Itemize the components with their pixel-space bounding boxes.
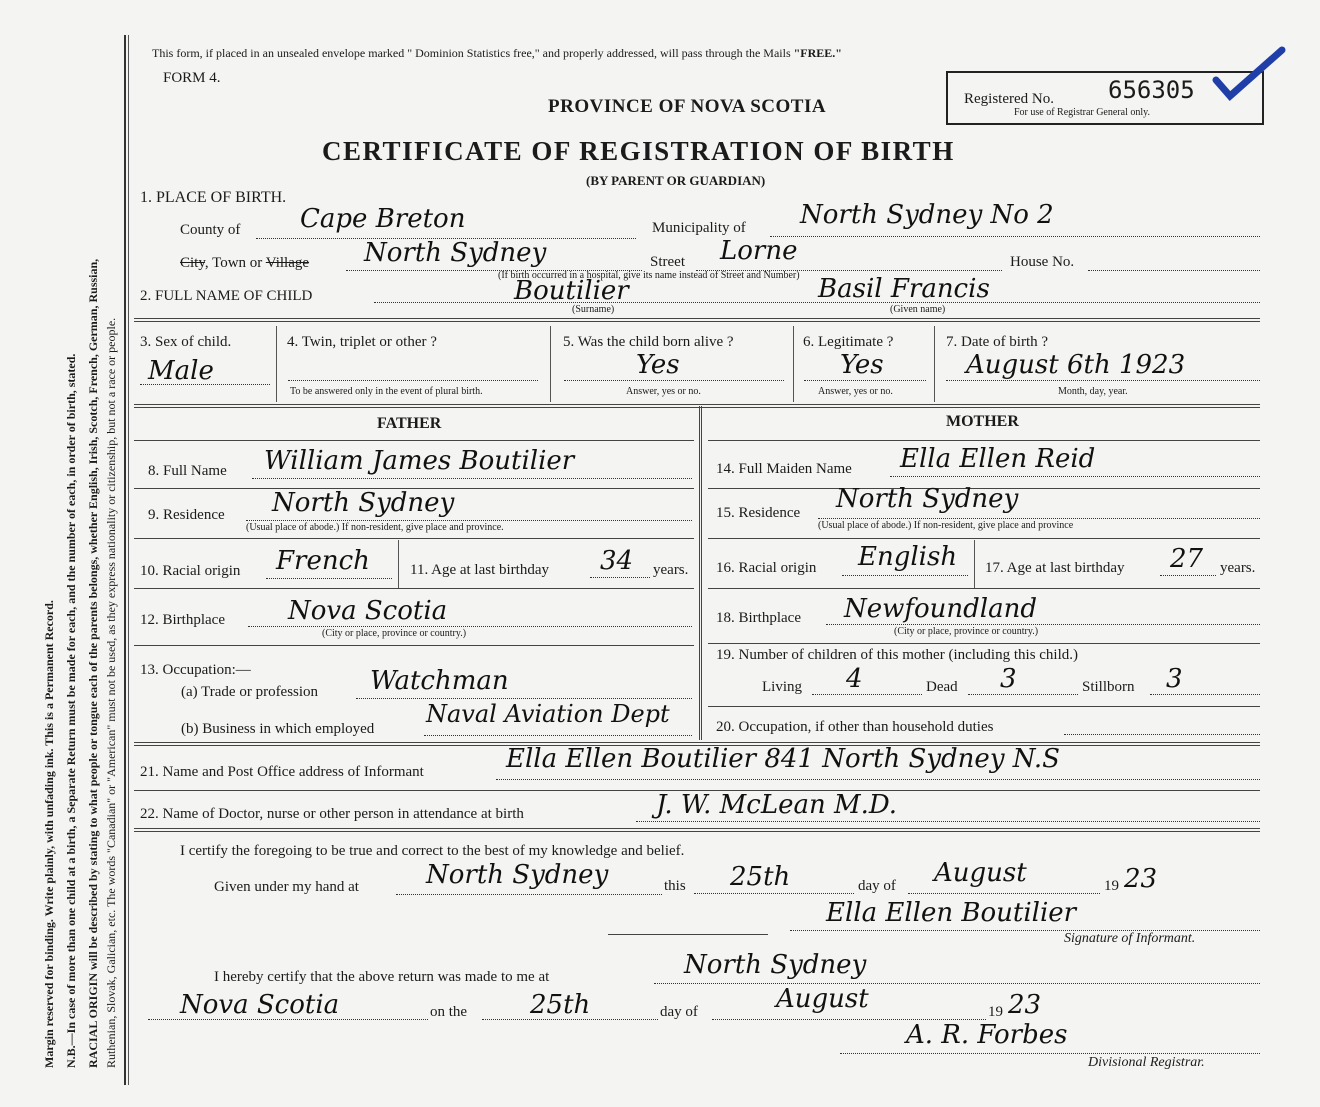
margin-note-racial-origin: RACIAL ORIGIN will be described by stating to what people or tongue each of the parents belongs, whether English, Irish, Scotch, French, German, Russian, (86, 258, 100, 1068)
informant-signature: Ella Ellen Boutilier (826, 898, 1077, 928)
registered-label: Registered No. (964, 91, 1054, 107)
father-residence-label: 9. Residence (148, 507, 225, 523)
mother-race-value: English (858, 542, 958, 572)
father-trade-value: Watchman (370, 666, 509, 696)
father-race-value: French (276, 546, 370, 576)
house-label: House No. (1010, 254, 1075, 270)
margin-note-binding: Margin reserved for binding. Write plainly, with unfading ink. This is a Permanent Record. (42, 600, 56, 1068)
mother-heading: MOTHER (946, 413, 1019, 430)
town-label: City, Town or Village (180, 255, 310, 271)
dob-value: August 6th 1923 (966, 350, 1186, 380)
given-place-value: North Sydney (426, 860, 609, 890)
mail-notice: This form, if placed in an unsealed envelope marked " Dominion Statistics free," and properly addressed, will pass through the Mails "FREE." (152, 46, 842, 60)
informant-value: Ella Ellen Boutilier 841 North Sydney N.S (506, 744, 1060, 774)
given-at-label: Given under my hand at (214, 879, 359, 895)
father-age-unit: years. (653, 562, 689, 578)
twin-label: 4. Twin, triplet or other ? (287, 334, 437, 350)
doctor-value: J. W. McLean M.D. (656, 790, 898, 820)
mother-birthplace-note: (City or place, province or country.) (894, 626, 1039, 637)
mother-residence-note: (Usual place of abode.) If non-resident, give place and province (818, 520, 1074, 531)
mother-name-value: Ella Ellen Reid (900, 444, 1096, 474)
place-of-birth-heading: 1. PLACE OF BIRTH. (140, 189, 287, 206)
surname-caption: (Surname) (572, 304, 615, 315)
stillborn-value: 3 (1166, 664, 1183, 694)
given-year-value: 23 (1124, 864, 1158, 894)
father-residence-value: North Sydney (272, 488, 455, 518)
form-number: FORM 4. (163, 70, 221, 86)
alive-label: 5. Was the child born alive ? (563, 334, 734, 350)
mother-residence-label: 15. Residence (716, 505, 801, 521)
father-race-label: 10. Racial origin (140, 563, 241, 579)
registered-number: 656305 (1108, 76, 1195, 104)
street-label: Street (650, 254, 685, 270)
registrar-place-value: North Sydney (684, 950, 867, 980)
municipality-label: Municipality of (652, 220, 746, 236)
mother-race-label: 16. Racial origin (716, 560, 817, 576)
registrar-year-value: 23 (1008, 990, 1042, 1020)
street-value: Lorne (720, 236, 798, 266)
registrar-signature-caption: Divisional Registrar. (1088, 1055, 1205, 1070)
father-residence-note: (Usual place of abode.) If non-resident, give place and province. (246, 522, 504, 533)
father-age-value: 34 (600, 546, 634, 576)
mother-age-label: 17. Age at last birthday (985, 560, 1125, 576)
given-day-value: 25th (730, 862, 791, 892)
dead-label: Dead (926, 679, 958, 695)
legitimate-note: Answer, yes or no. (818, 386, 893, 397)
child-surname-value: Boutilier (514, 276, 629, 306)
year-prefix: 19 (1104, 878, 1119, 894)
hospital-note: (If birth occurred in a hospital, give its name instead of Street and Number) (498, 270, 800, 281)
given-caption: (Given name) (890, 304, 946, 315)
legitimate-value: Yes (840, 350, 884, 380)
stillborn-label: Stillborn (1082, 679, 1135, 695)
child-given-value: Basil Francis (818, 274, 990, 304)
registrar-note: For use of Registrar General only. (1014, 107, 1150, 118)
father-business-label: (b) Business in which employed (181, 721, 375, 737)
living-value: 4 (846, 664, 863, 694)
county-value: Cape Breton (300, 204, 466, 234)
child-name-label: 2. FULL NAME OF CHILD (140, 288, 313, 304)
registrar-year-prefix: 19 (988, 1004, 1003, 1020)
mother-residence-value: North Sydney (836, 484, 1019, 514)
informant-label: 21. Name and Post Office address of Informant (140, 764, 424, 780)
father-heading: FATHER (377, 415, 442, 432)
registrar-month-value: August (776, 984, 869, 1014)
living-label: Living (762, 679, 802, 695)
checkmark-icon (1210, 44, 1290, 104)
this-label: this (664, 878, 686, 894)
mother-birthplace-label: 18. Birthplace (716, 610, 801, 626)
registrar-day-value: 25th (530, 990, 591, 1020)
on-the-label: on the (430, 1004, 468, 1020)
legitimate-label: 6. Legitimate ? (803, 334, 894, 350)
alive-value: Yes (636, 350, 680, 380)
certificate-subtitle: (BY PARENT OR GUARDIAN) (586, 173, 766, 188)
certificate-title: CERTIFICATE OF REGISTRATION OF BIRTH (322, 136, 955, 166)
margin-note-nationality: Ruthenian, Slovak, Galician, etc. The words "Canadian" or "American" must not be used, as they express nationality or citizenship, but not a race or people. (104, 317, 118, 1068)
registrar-signature: A. R. Forbes (906, 1020, 1068, 1050)
father-birthplace-label: 12. Birthplace (140, 612, 225, 628)
municipality-value: North Sydney No 2 (800, 200, 1054, 230)
informant-signature-caption: Signature of Informant. (1064, 931, 1196, 946)
father-birthplace-value: Nova Scotia (288, 596, 448, 626)
sex-label: 3. Sex of child. (140, 334, 232, 350)
sex-value: Male (148, 356, 214, 386)
certification-statement: I certify the foregoing to be true and correct to the best of my knowledge and belief. (180, 843, 685, 859)
mother-age-value: 27 (1170, 544, 1204, 574)
province-heading: PROVINCE OF NOVA SCOTIA (548, 96, 827, 117)
registrar-day-of-label: day of (660, 1004, 698, 1020)
father-trade-label: (a) Trade or profession (181, 684, 319, 700)
dob-label: 7. Date of birth ? (946, 334, 1049, 350)
mother-name-label: 14. Full Maiden Name (716, 461, 852, 477)
father-name-label: 8. Full Name (148, 463, 227, 479)
twin-note: To be answered only in the event of plural birth. (290, 386, 483, 397)
alive-note: Answer, yes or no. (626, 386, 701, 397)
father-birthplace-note: (City or place, province or country.) (322, 628, 467, 639)
mother-occupation-label: 20. Occupation, if other than household duties (716, 719, 994, 735)
father-age-label: 11. Age at last birthday (410, 562, 549, 578)
mother-birthplace-value: Newfoundland (844, 594, 1038, 624)
dead-value: 3 (1000, 664, 1017, 694)
dob-note: Month, day, year. (1058, 386, 1128, 397)
county-label: County of (180, 222, 241, 238)
registrar-statement: I hereby certify that the above return was made to me at (214, 969, 550, 985)
mother-children-label: 19. Number of children of this mother (including this child.) (716, 647, 1079, 663)
father-occupation-label: 13. Occupation:— (140, 662, 251, 678)
doctor-label: 22. Name of Doctor, nurse or other person in attendance at birth (140, 806, 524, 822)
registrar-province-value: Nova Scotia (180, 990, 340, 1020)
father-business-value: Naval Aviation Dept (426, 700, 670, 728)
day-of-label: day of (858, 878, 896, 894)
margin-rule-inner (128, 35, 129, 1085)
margin-rule (124, 35, 126, 1085)
father-name-value: William James Boutilier (264, 446, 575, 476)
town-value: North Sydney (364, 238, 547, 268)
margin-note-multiple-births: N.B.—In case of more than one child at a birth, a Separate Return must be made for each, and the number of each, in order of birth, stated. (64, 353, 78, 1068)
given-month-value: August (934, 858, 1027, 888)
mother-age-unit: years. (1220, 560, 1256, 576)
